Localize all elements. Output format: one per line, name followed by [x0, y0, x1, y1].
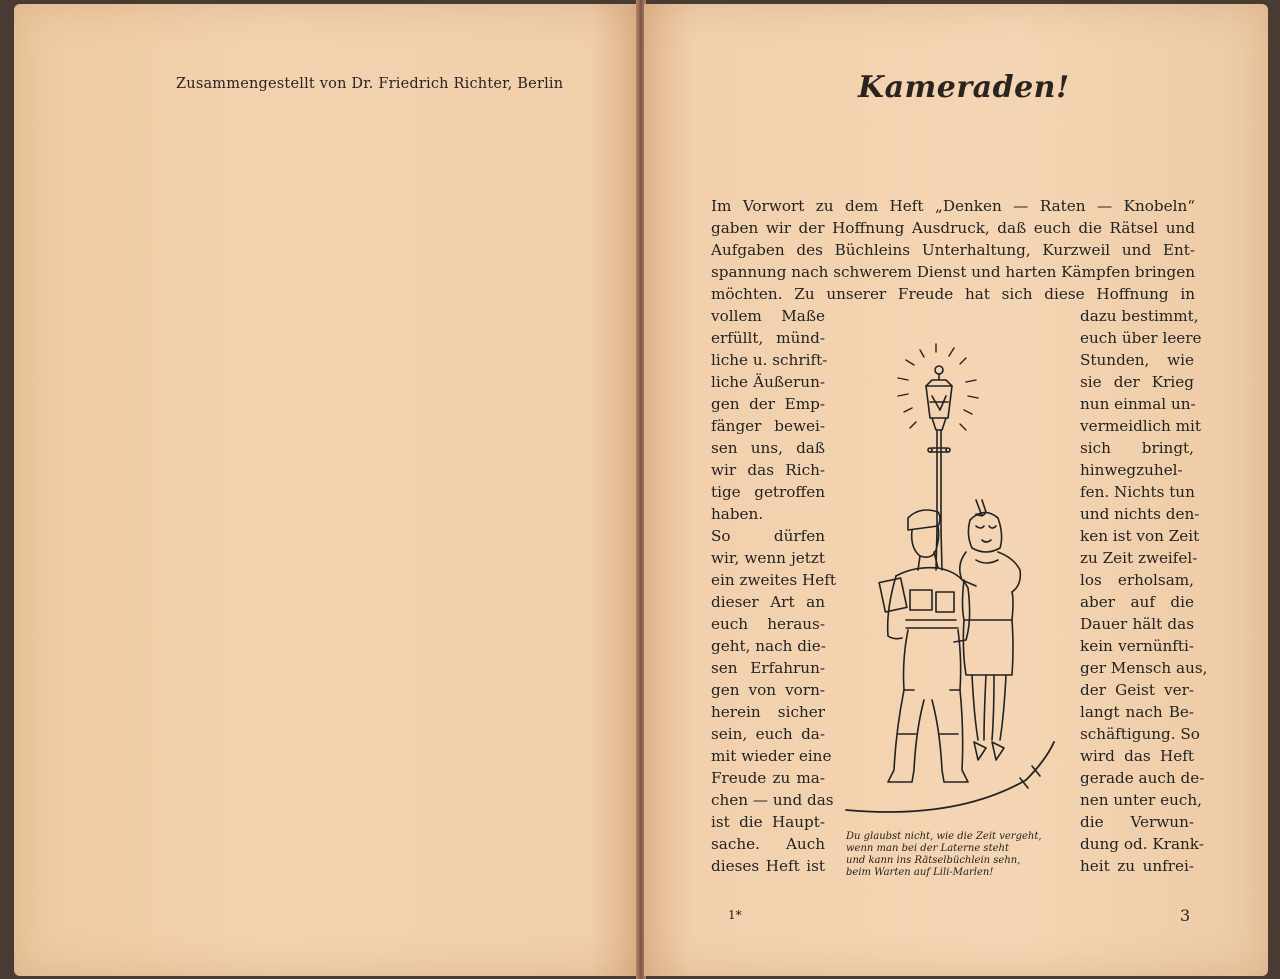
- left-column-line: ein zweites Heft: [711, 571, 836, 589]
- right-column-line: langt nach Be-: [1080, 703, 1194, 721]
- left-column-line: So dürfen: [711, 527, 825, 545]
- illustration-caption: [846, 831, 1046, 879]
- left-column-line: herein sicher: [711, 703, 825, 721]
- right-column-line: gerade auch de-: [1080, 769, 1205, 787]
- right-column-line: wird das Heft: [1080, 747, 1194, 765]
- right-column-line: der Geist ver-: [1080, 681, 1194, 699]
- soldier-and-woman-at-lamppost-illustration: [836, 330, 1066, 825]
- left-column-line: sein, euch da-: [711, 725, 825, 743]
- right-column-line: nun einmal un-: [1080, 395, 1196, 413]
- left-column-line: sache. Auch: [711, 835, 825, 853]
- left-column-line: gen der Emp-: [711, 395, 825, 413]
- right-column-line: kein vernünfti-: [1080, 637, 1194, 655]
- left-column-line: liche u. schrift-: [711, 351, 828, 369]
- left-column-line: haben.: [711, 505, 764, 523]
- right-column-line: los erholsam,: [1080, 571, 1194, 589]
- left-column-line: Freude zu ma-: [711, 769, 825, 787]
- right-column-line: vermeidlich mit: [1080, 417, 1201, 435]
- left-column-line: gen von vorn-: [711, 681, 825, 699]
- right-column-line: heit zu unfrei-: [1080, 857, 1194, 875]
- compiler-credit: Zusammengestellt von Dr. Friedrich Richter, Berlin: [176, 76, 564, 92]
- left-text-column: [711, 305, 836, 877]
- left-column-line: mit wieder eine: [711, 747, 832, 765]
- right-text-column: [1080, 305, 1208, 877]
- right-column-line: aber auf die: [1080, 593, 1194, 611]
- left-column-line: vollem Maße: [711, 307, 825, 325]
- intro-line: möchten. Zu unserer Freude hat sich diese Hoffnung in: [711, 285, 1195, 303]
- right-column-line: schäftigung. So: [1080, 725, 1200, 743]
- left-column-line: sen uns, daß: [711, 439, 825, 457]
- signature-mark: 1*: [728, 908, 742, 922]
- left-column-line: geht, nach die-: [711, 637, 826, 655]
- right-column-line: Dauer hält das: [1080, 615, 1194, 633]
- left-column-line: erfüllt, münd-: [711, 329, 825, 347]
- left-column-line: euch heraus-: [711, 615, 825, 633]
- left-column-line: fänger bewei-: [711, 417, 825, 435]
- right-column-line: dazu bestimmt,: [1080, 307, 1199, 325]
- intro-line: Im Vorwort zu dem Heft „Denken — Raten — Knobeln“: [711, 197, 1195, 215]
- caption-line: beim Warten auf Lili-Marlen!: [846, 867, 994, 878]
- right-column-line: ger Mensch aus,: [1080, 659, 1208, 677]
- left-column-line: dieses Heft ist: [711, 857, 825, 875]
- right-column-line: sie der Krieg: [1080, 373, 1194, 391]
- right-column-line: Stunden, wie: [1080, 351, 1194, 369]
- intro-line: Aufgaben des Büchleins Unterhaltung, Kurzweil und Ent-: [711, 241, 1195, 259]
- page-title: Kameraden!: [858, 70, 1070, 105]
- right-column-line: dung od. Krank-: [1080, 835, 1204, 853]
- left-column-line: chen — und das: [711, 791, 834, 809]
- intro-line: gaben wir der Hoffnung Ausdruck, daß euch die Rätsel und: [711, 219, 1195, 237]
- lamp-rays: [898, 344, 978, 430]
- caption-line: wenn man bei der Laterne steht: [846, 843, 1009, 854]
- right-column-line: fen. Nichts tun: [1080, 483, 1195, 501]
- left-column-line: ist die Haupt-: [711, 813, 825, 831]
- right-column-line: zu Zeit zweifel-: [1080, 549, 1198, 567]
- left-column-line: tige getroffen: [711, 483, 825, 501]
- right-column-line: die Verwun-: [1080, 813, 1194, 831]
- left-page: [14, 4, 638, 976]
- caption-line: und kann ins Rätselbüchlein sehn,: [846, 855, 1021, 866]
- right-column-line: ken ist von Zeit: [1080, 527, 1200, 545]
- right-column-line: euch über leere: [1080, 329, 1202, 347]
- caption-line: Du glaubst nicht, wie die Zeit vergeht,: [846, 831, 1042, 842]
- right-column-line: und nichts den-: [1080, 505, 1200, 523]
- left-column-line: wir, wenn jetzt: [711, 549, 825, 567]
- right-column-line: hinwegzuhel-: [1080, 461, 1183, 479]
- left-column-line: dieser Art an: [711, 593, 825, 611]
- intro-paragraph: [711, 195, 1195, 305]
- intro-line: spannung nach schwerem Dienst und harten Kämpfen bringen: [711, 263, 1196, 281]
- left-column-line: sen Erfahrun-: [711, 659, 825, 677]
- left-column-line: liche Äußerun-: [711, 373, 825, 391]
- left-column-line: wir das Rich-: [711, 461, 825, 479]
- right-column-line: sich bringt,: [1080, 439, 1194, 457]
- page-number: 3: [1180, 906, 1191, 925]
- right-column-line: nen unter euch,: [1080, 791, 1203, 809]
